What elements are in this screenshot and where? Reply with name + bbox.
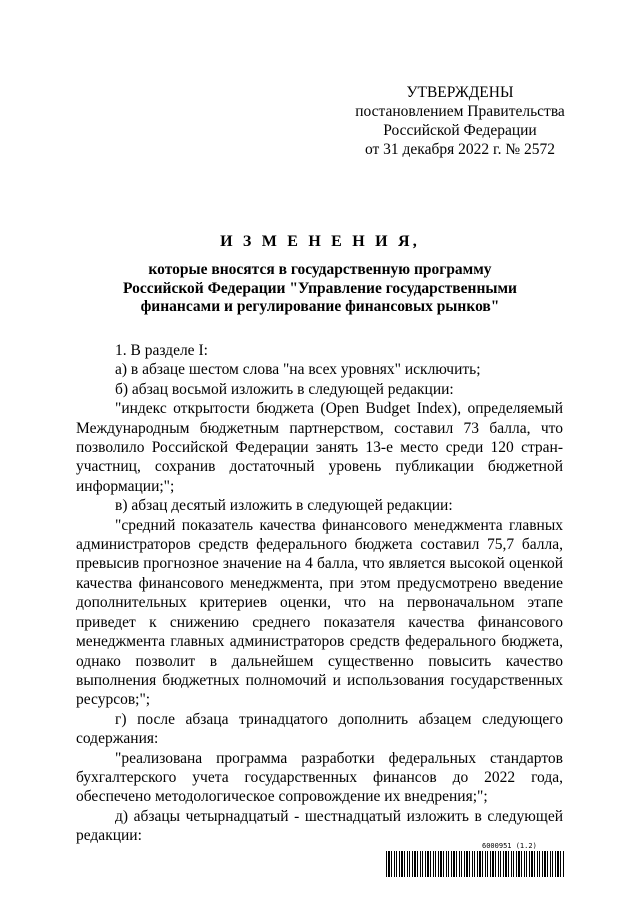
paragraph: "реализована программа разработки федеральных стандартов бухгалтерского учета государственных финансов до 2022 года, обеспечено методологическое сопровождение их внедрения;";	[76, 749, 563, 806]
barcode-icon	[386, 851, 564, 877]
document-title: И З М Е Н Е Н И Я,	[220, 233, 420, 250]
barcode-block	[386, 842, 564, 877]
paragraph: "средний показатель качества финансового менеджмента главных администраторов средств федерального бюджета составил 75,7 балла, превысив прогнозное значение на 4 балла, что является высокой оценкой качества финансового менеджмента, при этом предусмотрено введение дополнительных критериев оценки, что на первоначальном этапе приведет к снижению среднего показателя качества финансового менеджмента главных администраторов средств федерального бюджета, однако позволит в дальнейшем существенно повысить качество выполнения бюджетных полномочий и использования государственных ресурсов;";	[76, 516, 563, 709]
paragraph: "индекс открытости бюджета (Open Budget Index), определяемый Международным бюджетным партнерством, составил 73 балла, что позволило Российской Федерации занять 13-е место среди 120 стран-участниц, сохранив достаточный уровень публикации бюджетной информации;";	[76, 400, 563, 495]
document-subtitle	[60, 261, 580, 317]
subtitle-line: финансами и регулирование финансовых рынков"	[140, 298, 500, 315]
barcode-label: 6000951 (1.2)	[482, 842, 537, 850]
approval-title: УТВЕРЖДЕНЫ	[406, 84, 514, 101]
subtitle-line: Российской Федерации "Управление государственными	[123, 279, 517, 297]
document-body	[76, 341, 563, 846]
paragraph: в) абзац десятый изложить в следующей редакции:	[115, 497, 453, 515]
approval-country: Российской Федерации	[383, 122, 537, 139]
paragraph: г) после абзаца тринадцатого дополнить абзацем следующего содержания:	[76, 710, 563, 748]
paragraph: д) абзацы четырнадцатый - шестнадцатый изложить в следующей редакции:	[76, 807, 563, 845]
paragraph: б) абзац восьмой изложить в следующей редакции:	[115, 380, 454, 398]
subtitle-line: которые вносятся в государственную программу	[148, 261, 492, 278]
approval-decree: постановлением Правительства	[355, 103, 565, 120]
paragraph: 1. В разделе I:	[115, 342, 208, 359]
paragraph: а) в абзаце шестом слова "на всех уровнях" исключить;	[115, 361, 481, 379]
approval-date-number: от 31 декабря 2022 г. № 2572	[364, 141, 556, 158]
approval-block	[330, 83, 590, 159]
